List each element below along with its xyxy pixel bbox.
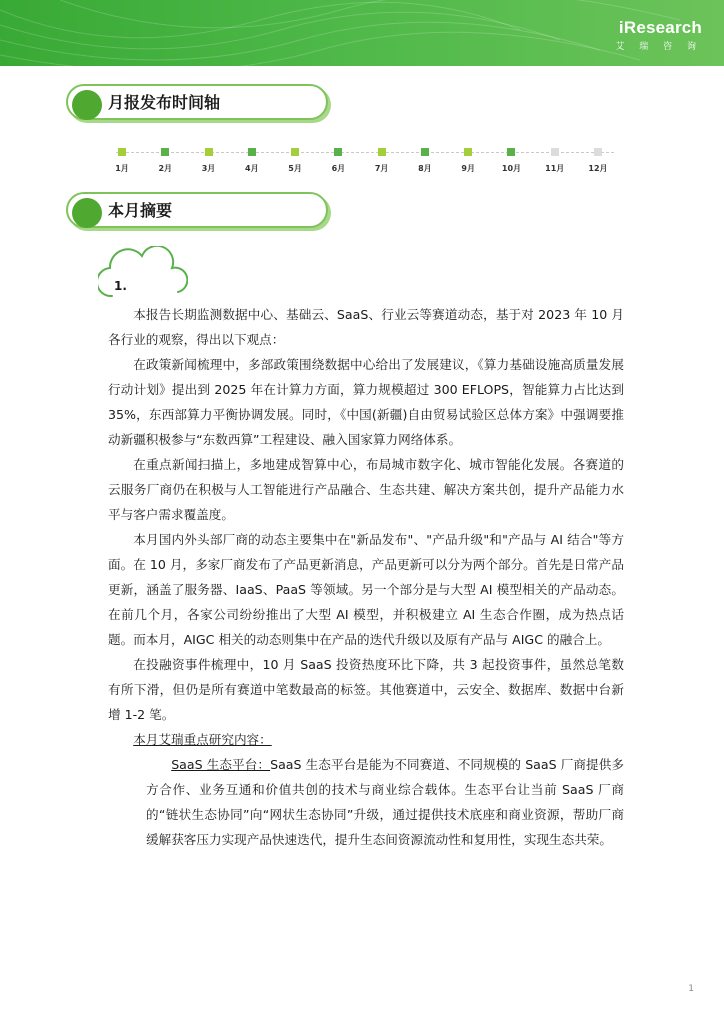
timeline-month bbox=[143, 146, 187, 174]
section-title: 月报发布时间轴 bbox=[108, 93, 221, 112]
summary-number: 1. bbox=[114, 279, 127, 293]
timeline-month bbox=[576, 146, 620, 174]
timeline-month-label: 5月 bbox=[288, 164, 302, 173]
logo-brand: iResearch bbox=[618, 18, 702, 37]
timeline-month-label: 4月 bbox=[245, 164, 259, 173]
timeline-month bbox=[360, 146, 404, 174]
paragraph: 在政策新闻梳理中，多部政策围绕数据中心给出了发展建议，《算力基础设施高质量发展行动计划》提出到 2025 年在计算力方面，算力规模超过 300 EFLOPS，智能算力占比达到 35%，东西部算力平衡协调发展。同时，《中国(新疆)自由贸易试验区总体方案》中强调要推动新疆积极参与“东数西算”工程建设、融入国家算力网络体系。 bbox=[108, 357, 624, 447]
timeline-marker-icon bbox=[378, 148, 386, 156]
timeline-marker-icon bbox=[118, 148, 126, 156]
timeline-marker-icon bbox=[161, 148, 169, 156]
timeline-month bbox=[446, 146, 490, 174]
timeline-month-label: 3月 bbox=[201, 164, 216, 173]
paragraph: 本报告长期监测数据中心、基础云、SaaS、行业云等赛道动态，基于对 2023 年 10 月各行业的观察，得出以下观点： bbox=[108, 307, 624, 347]
timeline-month bbox=[187, 146, 231, 174]
timeline-marker-icon bbox=[551, 148, 559, 156]
timeline-month bbox=[403, 146, 447, 174]
paragraph: 本月国内外头部厂商的动态主要集中在"新品发布"、"产品升级"和"产品与 AI 结合"等方面。在 10 月，多家厂商发布了产品更新消息，产品更新可以分为两个部分。首先是日常产品更新，涵盖了服务器、IaaS、PaaS 等领域。另一个部分是与大型 AI 模型相关的产品动态。在前几个月，各家公司纷纷推出了大型 AI 模型，并积极建立 AI 生态合作圈，成为热点话题。而本月，AIGC 相关的动态则集中在产品的迭代升级以及原有产品与 AIGC 的融合上。 bbox=[108, 532, 624, 647]
timeline-marker-icon bbox=[464, 148, 472, 156]
paragraph: 在重点新闻扫描上，多地建成智算中心，布局城市数字化、城市智能化发展。各赛道的云服务厂商仍在积极与人工智能进行产品融合、生态共建、解决方案共创，提升产品能力水平与客户需求覆盖度。 bbox=[108, 457, 624, 522]
section-header-summary bbox=[66, 192, 328, 228]
section-header-timeline bbox=[66, 84, 328, 120]
section-title: 本月摘要 bbox=[108, 201, 173, 220]
timeline-marker-icon bbox=[248, 148, 256, 156]
timeline-month bbox=[230, 146, 274, 174]
timeline-month-label: 12月 bbox=[588, 164, 608, 173]
paragraph: 在投融资事件梳理中，10 月 SaaS 投资热度环比下降，共 3 起投资事件，虽然总笔数有所下滑，但仍是所有赛道中笔数最高的标签。其他赛道中，云安全、数据库、数据中台新增 1-2 笔。 bbox=[108, 657, 624, 722]
research-item bbox=[108, 752, 624, 852]
bullet-circle-icon bbox=[72, 90, 102, 120]
research-text: SaaS 生态平台是能为不同赛道、不同规模的 SaaS 厂商提供多方合作、业务互通和价值共创的技术与商业综合载体。生态平台让当前 SaaS 厂商的“链状生态协同”向“网状生态协同”升级，通过提供技术底座和商业资源，帮助厂商缓解获客压力实现产品快速迭代，提升生态间资源流动性和复用性，实现生态共荣。 bbox=[146, 757, 624, 847]
timeline-marker-icon bbox=[594, 148, 602, 156]
timeline-month-label: 6月 bbox=[331, 164, 346, 173]
timeline-marker-icon bbox=[507, 148, 515, 156]
timeline-month-label: 7月 bbox=[374, 164, 389, 173]
iresearch-logo bbox=[615, 18, 702, 52]
timeline-month bbox=[273, 146, 317, 174]
timeline-month bbox=[316, 146, 360, 174]
timeline-month bbox=[100, 146, 144, 174]
research-heading: 本月艾瑞重点研究内容： bbox=[133, 732, 272, 747]
timeline-month-label: 8月 bbox=[418, 164, 432, 173]
cloud-icon bbox=[98, 246, 188, 306]
page-number: 1 bbox=[688, 984, 694, 994]
timeline-month-label: 11月 bbox=[545, 164, 565, 173]
header-banner bbox=[0, 0, 724, 66]
timeline-marker-icon bbox=[421, 148, 429, 156]
summary-body bbox=[108, 302, 624, 852]
release-timeline bbox=[110, 146, 620, 180]
timeline-month-label: 9月 bbox=[461, 164, 475, 173]
timeline-month-label: 10月 bbox=[501, 164, 522, 173]
timeline-marker-icon bbox=[291, 148, 299, 156]
timeline-month-label: 1月 bbox=[115, 164, 129, 173]
timeline-month bbox=[533, 146, 577, 174]
timeline-month bbox=[489, 146, 533, 174]
research-link[interactable]: SaaS 生态平台： bbox=[171, 757, 271, 772]
timeline-month-label: 2月 bbox=[158, 164, 173, 173]
logo-subtitle: 艾 瑞 咨 询 bbox=[615, 42, 702, 52]
timeline-marker-icon bbox=[205, 148, 213, 156]
timeline-marker-icon bbox=[334, 148, 342, 156]
bullet-circle-icon bbox=[72, 198, 102, 228]
